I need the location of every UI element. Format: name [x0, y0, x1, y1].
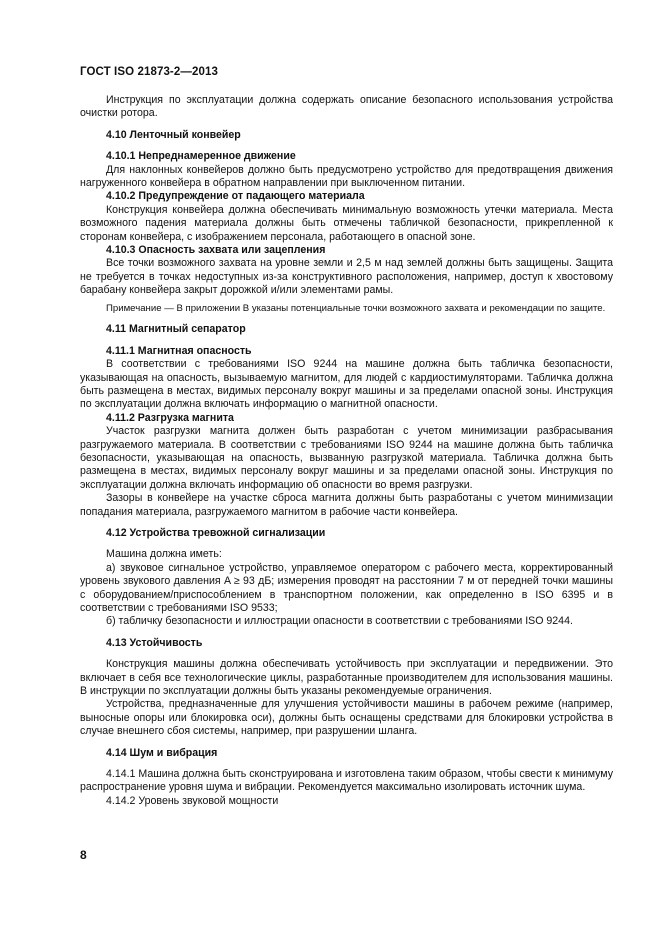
page-number: 8 [80, 848, 87, 862]
paragraph: В соответствии с требованиями ISO 9244 на машине должна быть табличка безопасности, указывающая на опасность, вызываемую магнитом, для людей с кардиостимуляторами. Табличка должна быть размещена в местах, видимых персоналу вокруг машины и за пределами опасной зоны. Инструкция по эксплуатации должна включать информацию о магнитной опасности. [80, 358, 613, 411]
paragraph: Зазоры в конвейере на участке сброса магнита должны быть разработаны с учетом минимизации попадания материала, разгружаемого магнитом в рабочие части конвейера. [80, 492, 613, 518]
paragraph: Машина должна иметь: [106, 548, 222, 561]
note: Примечание — В приложении В указаны потенциальные точки возможного захвата и рекомендации по защите. [106, 302, 606, 314]
paragraph: 4.14.1 Машина должна быть сконструирована и изготовлена таким образом, чтобы свести к минимуму распространение уровня шума и вибрации. Рекомендуется максимально изолировать источник шума. [80, 768, 613, 794]
subsection-heading-4-10-3: 4.10.3 Опасность захвата или зацепления [106, 244, 326, 257]
document-body [80, 94, 613, 808]
paragraph: Для наклонных конвейеров должно быть предусмотрено устройство для предотвращения движения нагруженного конвейера в обратном направлении при выключенном питании. [80, 163, 613, 190]
list-item-a: а) звуковое сигнальное устройство, управляемое оператором с рабочего места, корректированный уровень звукового давления A ≥ 93 дБ; измерения проводят на расстоянии 7 м от передней точки машины с оборудованием/приспособлением в транспортном положении, как определенно в ISO 6395 и в соответствии с требованиями ISO 9533; [80, 561, 613, 614]
paragraph: 4.14.2 Уровень звуковой мощности [106, 794, 279, 807]
paragraph: Инструкция по эксплуатации должна содержать описание безопасного использования устройства очистки ротора. [80, 94, 613, 120]
section-heading-4-13: 4.13 Устойчивость [106, 636, 203, 649]
subsection-heading-4-11-2: 4.11.2 Разгрузка магнита [106, 411, 234, 424]
section-heading-4-10: 4.10 Ленточный конвейер [106, 128, 241, 141]
paragraph: Устройства, предназначенные для улучшения устойчивости машины в рабочем режиме (например, выносные опоры или блокировка оси), должны быть оснащены средствами для блокировки устройства в случае внешнего сбоя системы, например, при разрушении шланга. [80, 698, 613, 738]
list-item-b: б) табличку безопасности и иллюстрации опасности в соответствии с требованиями ISO 9244. [106, 615, 573, 628]
subsection-heading-4-10-2: 4.10.2 Предупреждение от падающего материала [106, 190, 365, 203]
section-heading-4-12: 4.12 Устройства тревожной сигнализации [106, 526, 326, 539]
section-heading-4-14: 4.14 Шум и вибрация [106, 746, 218, 759]
section-heading-4-11: 4.11 Магнитный сепаратор [106, 323, 246, 336]
subsection-heading-4-11-1: 4.11.1 Магнитная опасность [106, 344, 252, 357]
paragraph: Конструкция конвейера должна обеспечивать минимальную возможность утечки материала. Места возможного падения материала должны быть отмечены табличкой безопасности, прикрепленной к сторонам конвейера, с изображением персонала, работающего в опасной зоне. [80, 203, 613, 243]
paragraph: Участок разгрузки магнита должен быть разработан с учетом минимизации разбрасывания разгружаемого материала. В соответствии с требованиями ISO 9244 на машине должна быть табличка безопасности, указывающая на опасность, вызванную разгрузкой материала. Табличка должна быть размещена в местах, видимых персоналу вокруг машины и за пределами опасной зоны. Инструкция по эксплуатации должна включать информацию об опасности во время разгрузки. [80, 425, 613, 491]
subsection-heading-4-10-1: 4.10.1 Непреднамеренное движение [106, 150, 296, 163]
paragraph: Все точки возможного захвата на уровне земли и 2,5 м над землей должны быть защищены. Защита не требуется в точках недоступных из-за конструктивного расположения, например, доступ к хвостовому барабану конвейера закрыт дорожкой и/или элементами рамы. [80, 257, 613, 297]
paragraph: Конструкция машины должна обеспечивать устойчивость при эксплуатации и передвижении. Это включает в себя все технологические циклы, разработанные производителем для использования машины. В инструкции по эксплуатации должны быть указаны рекомендуемые ограничения. [80, 658, 613, 698]
document-header: ГОСТ ISO 21873-2—2013 [80, 66, 218, 78]
